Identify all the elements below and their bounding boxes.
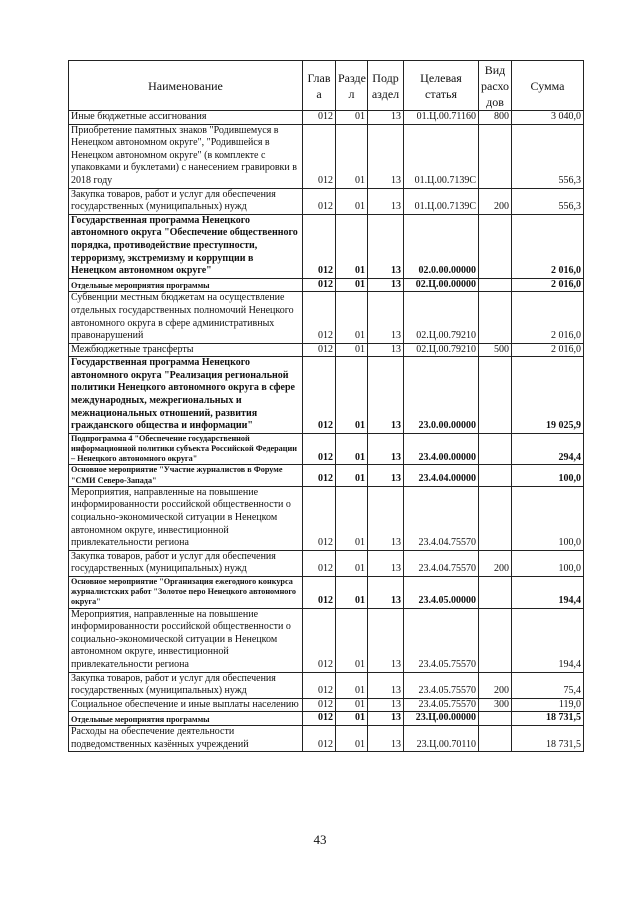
cell-name: Основное мероприятие "Участие журналистов в Форуме "СМИ Северо-Запада" <box>69 465 303 486</box>
cell-name: Мероприятия, направленные на повышение информированности российской общественности о социально-экономической ситуации в Ненецком автономном округе, инвестиционной привлекательности региона <box>69 608 303 672</box>
cell-gl: 012 <box>303 433 336 465</box>
cell-pr: 13 <box>368 292 404 343</box>
table-row <box>69 188 584 214</box>
cell-sum: 556,3 <box>512 124 584 188</box>
cell-cs: 02.0.00.00000 <box>404 214 479 278</box>
cell-pr: 13 <box>368 278 404 292</box>
cell-cs: 02.Ц.00.79210 <box>404 343 479 357</box>
table-row <box>69 111 584 125</box>
cell-sum: 2 016,0 <box>512 343 584 357</box>
cell-gl: 012 <box>303 343 336 357</box>
table-row <box>69 672 584 698</box>
cell-name: Межбюджетные трансферты <box>69 343 303 357</box>
cell-pr: 13 <box>368 608 404 672</box>
cell-cs: 23.4.04.75570 <box>404 486 479 550</box>
cell-vr <box>479 608 512 672</box>
cell-name: Мероприятия, направленные на повышение информированности российской общественности о социально-экономической ситуации в Ненецком автономном округе, инвестиционной привлекательности региона <box>69 486 303 550</box>
table-row <box>69 278 584 292</box>
cell-sum: 556,3 <box>512 188 584 214</box>
cell-pr: 13 <box>368 214 404 278</box>
cell-sum: 294,4 <box>512 433 584 465</box>
cell-sum: 2 016,0 <box>512 214 584 278</box>
table-row <box>69 698 584 712</box>
cell-pr: 13 <box>368 698 404 712</box>
cell-sum: 119,0 <box>512 698 584 712</box>
cell-vr <box>479 433 512 465</box>
cell-vr <box>479 725 512 751</box>
cell-vr: 200 <box>479 672 512 698</box>
cell-cs: 23.4.05.75570 <box>404 672 479 698</box>
cell-vr <box>479 486 512 550</box>
table-row <box>69 292 584 343</box>
cell-cs: 23.4.05.00000 <box>404 577 479 609</box>
cell-rz: 01 <box>336 278 368 292</box>
cell-cs: 23.4.05.75570 <box>404 608 479 672</box>
table-row <box>69 357 584 434</box>
table-row <box>69 465 584 486</box>
cell-cs: 23.Ц.00.70110 <box>404 725 479 751</box>
cell-vr: 200 <box>479 188 512 214</box>
cell-name: Государственная программа Ненецкого автономного округа "Обеспечение общественного порядка, противодействие преступности, терроризму, экстремизму и коррупции в Ненецком автономном округе" <box>69 214 303 278</box>
cell-name: Подпрограмма 4 "Обеспечение государственной информационной политики субъекта Российской Федерации – Ненецкого автономного округа" <box>69 433 303 465</box>
cell-sum: 100,0 <box>512 550 584 576</box>
cell-vr: 500 <box>479 343 512 357</box>
cell-gl: 012 <box>303 124 336 188</box>
table-row <box>69 550 584 576</box>
cell-vr <box>479 214 512 278</box>
cell-vr: 800 <box>479 111 512 125</box>
cell-cs: 01.Ц.00.71160 <box>404 111 479 125</box>
cell-gl: 012 <box>303 608 336 672</box>
cell-name: Приобретение памятных знаков "Родившемуся в Ненецком автономном округе", "Родившейся в Ненецком автономном округе" (в комплекте с упаковками и буклетами) с нанесением гравировки в 2018 году <box>69 124 303 188</box>
cell-rz: 01 <box>336 343 368 357</box>
table-row <box>69 214 584 278</box>
cell-vr <box>479 712 512 726</box>
cell-gl: 012 <box>303 698 336 712</box>
cell-vr <box>479 357 512 434</box>
header-row <box>69 61 584 111</box>
header-name: Наименование <box>69 61 303 111</box>
cell-pr: 13 <box>368 188 404 214</box>
table-row <box>69 124 584 188</box>
cell-sum: 18 731,5 <box>512 725 584 751</box>
cell-pr: 13 <box>368 465 404 486</box>
cell-rz: 01 <box>336 433 368 465</box>
cell-gl: 012 <box>303 486 336 550</box>
cell-cs: 02.Ц.00.00000 <box>404 278 479 292</box>
cell-name: Закупка товаров, работ и услуг для обеспечения государственных (муниципальных) нужд <box>69 672 303 698</box>
cell-sum: 100,0 <box>512 486 584 550</box>
cell-pr: 13 <box>368 712 404 726</box>
cell-gl: 012 <box>303 672 336 698</box>
cell-sum: 18 731,5 <box>512 712 584 726</box>
cell-name: Государственная программа Ненецкого автономного округа "Реализация региональной политики Ненецкого автономного округа в сфере международных, межрегиональных и межнациональных отношений, развития гражданского общества и информации" <box>69 357 303 434</box>
cell-vr <box>479 124 512 188</box>
header-podrazdel: Подр аздел <box>368 61 404 111</box>
cell-sum: 3 040,0 <box>512 111 584 125</box>
table-body <box>69 111 584 752</box>
cell-vr <box>479 465 512 486</box>
cell-name: Расходы на обеспечение деятельности подведомственных казённых учреждений <box>69 725 303 751</box>
cell-rz: 01 <box>336 214 368 278</box>
cell-sum: 194,4 <box>512 608 584 672</box>
cell-rz: 01 <box>336 124 368 188</box>
cell-rz: 01 <box>336 111 368 125</box>
cell-cs: 01.Ц.00.7139С <box>404 188 479 214</box>
cell-gl: 012 <box>303 357 336 434</box>
cell-rz: 01 <box>336 698 368 712</box>
cell-name: Основное мероприятие "Организация ежегодного конкурса журналистских работ "Золотое перо Ненецкого автономного округа" <box>69 577 303 609</box>
cell-name: Отдельные мероприятия программы <box>69 278 303 292</box>
cell-rz: 01 <box>336 486 368 550</box>
cell-vr <box>479 278 512 292</box>
cell-name: Субвенции местным бюджетам на осуществление отдельных государственных полномочий Ненецкого автономного округа в сфере административных правонарушений <box>69 292 303 343</box>
cell-cs: 02.Ц.00.79210 <box>404 292 479 343</box>
cell-cs: 23.4.00.00000 <box>404 433 479 465</box>
cell-pr: 13 <box>368 111 404 125</box>
table-row <box>69 725 584 751</box>
cell-pr: 13 <box>368 725 404 751</box>
cell-name: Закупка товаров, работ и услуг для обеспечения государственных (муниципальных) нужд <box>69 188 303 214</box>
table-row <box>69 712 584 726</box>
cell-sum: 19 025,9 <box>512 357 584 434</box>
cell-rz: 01 <box>336 577 368 609</box>
table-row <box>69 433 584 465</box>
cell-gl: 012 <box>303 550 336 576</box>
header-vid: Вид расхо дов <box>479 61 512 111</box>
cell-pr: 13 <box>368 124 404 188</box>
cell-pr: 13 <box>368 577 404 609</box>
cell-name: Закупка товаров, работ и услуг для обеспечения государственных (муниципальных) нужд <box>69 550 303 576</box>
table-row <box>69 486 584 550</box>
cell-cs: 23.Ц.00.00000 <box>404 712 479 726</box>
cell-sum: 100,0 <box>512 465 584 486</box>
cell-pr: 13 <box>368 357 404 434</box>
cell-gl: 012 <box>303 725 336 751</box>
cell-sum: 2 016,0 <box>512 292 584 343</box>
cell-vr <box>479 577 512 609</box>
cell-sum: 2 016,0 <box>512 278 584 292</box>
header-target: Целевая статья <box>404 61 479 111</box>
cell-pr: 13 <box>368 486 404 550</box>
cell-cs: 23.4.05.75570 <box>404 698 479 712</box>
page-number: 43 <box>313 832 327 847</box>
cell-pr: 13 <box>368 550 404 576</box>
cell-cs: 01.Ц.00.7139С <box>404 124 479 188</box>
cell-sum: 75,4 <box>512 672 584 698</box>
cell-rz: 01 <box>336 608 368 672</box>
cell-vr <box>479 292 512 343</box>
cell-name: Социальное обеспечение и иные выплаты населению <box>69 698 303 712</box>
cell-gl: 012 <box>303 188 336 214</box>
cell-gl: 012 <box>303 111 336 125</box>
cell-gl: 012 <box>303 465 336 486</box>
cell-pr: 13 <box>368 433 404 465</box>
cell-cs: 23.4.04.75570 <box>404 550 479 576</box>
cell-rz: 01 <box>336 550 368 576</box>
table-row <box>69 343 584 357</box>
table-row <box>69 608 584 672</box>
cell-gl: 012 <box>303 278 336 292</box>
cell-rz: 01 <box>336 465 368 486</box>
cell-cs: 23.4.04.00000 <box>404 465 479 486</box>
cell-vr: 200 <box>479 550 512 576</box>
cell-gl: 012 <box>303 214 336 278</box>
cell-rz: 01 <box>336 725 368 751</box>
cell-name: Отдельные мероприятия программы <box>69 712 303 726</box>
cell-rz: 01 <box>336 292 368 343</box>
cell-rz: 01 <box>336 712 368 726</box>
cell-rz: 01 <box>336 672 368 698</box>
header-sum: Сумма <box>512 61 584 111</box>
cell-vr: 300 <box>479 698 512 712</box>
table-row <box>69 577 584 609</box>
cell-gl: 012 <box>303 712 336 726</box>
cell-pr: 13 <box>368 672 404 698</box>
cell-gl: 012 <box>303 292 336 343</box>
header-glava: Глав а <box>303 61 336 111</box>
header-razdel: Разде л <box>336 61 368 111</box>
cell-pr: 13 <box>368 343 404 357</box>
cell-rz: 01 <box>336 188 368 214</box>
cell-name: Иные бюджетные ассигнования <box>69 111 303 125</box>
budget-table <box>68 60 584 752</box>
cell-rz: 01 <box>336 357 368 434</box>
cell-sum: 194,4 <box>512 577 584 609</box>
cell-gl: 012 <box>303 577 336 609</box>
cell-cs: 23.0.00.00000 <box>404 357 479 434</box>
